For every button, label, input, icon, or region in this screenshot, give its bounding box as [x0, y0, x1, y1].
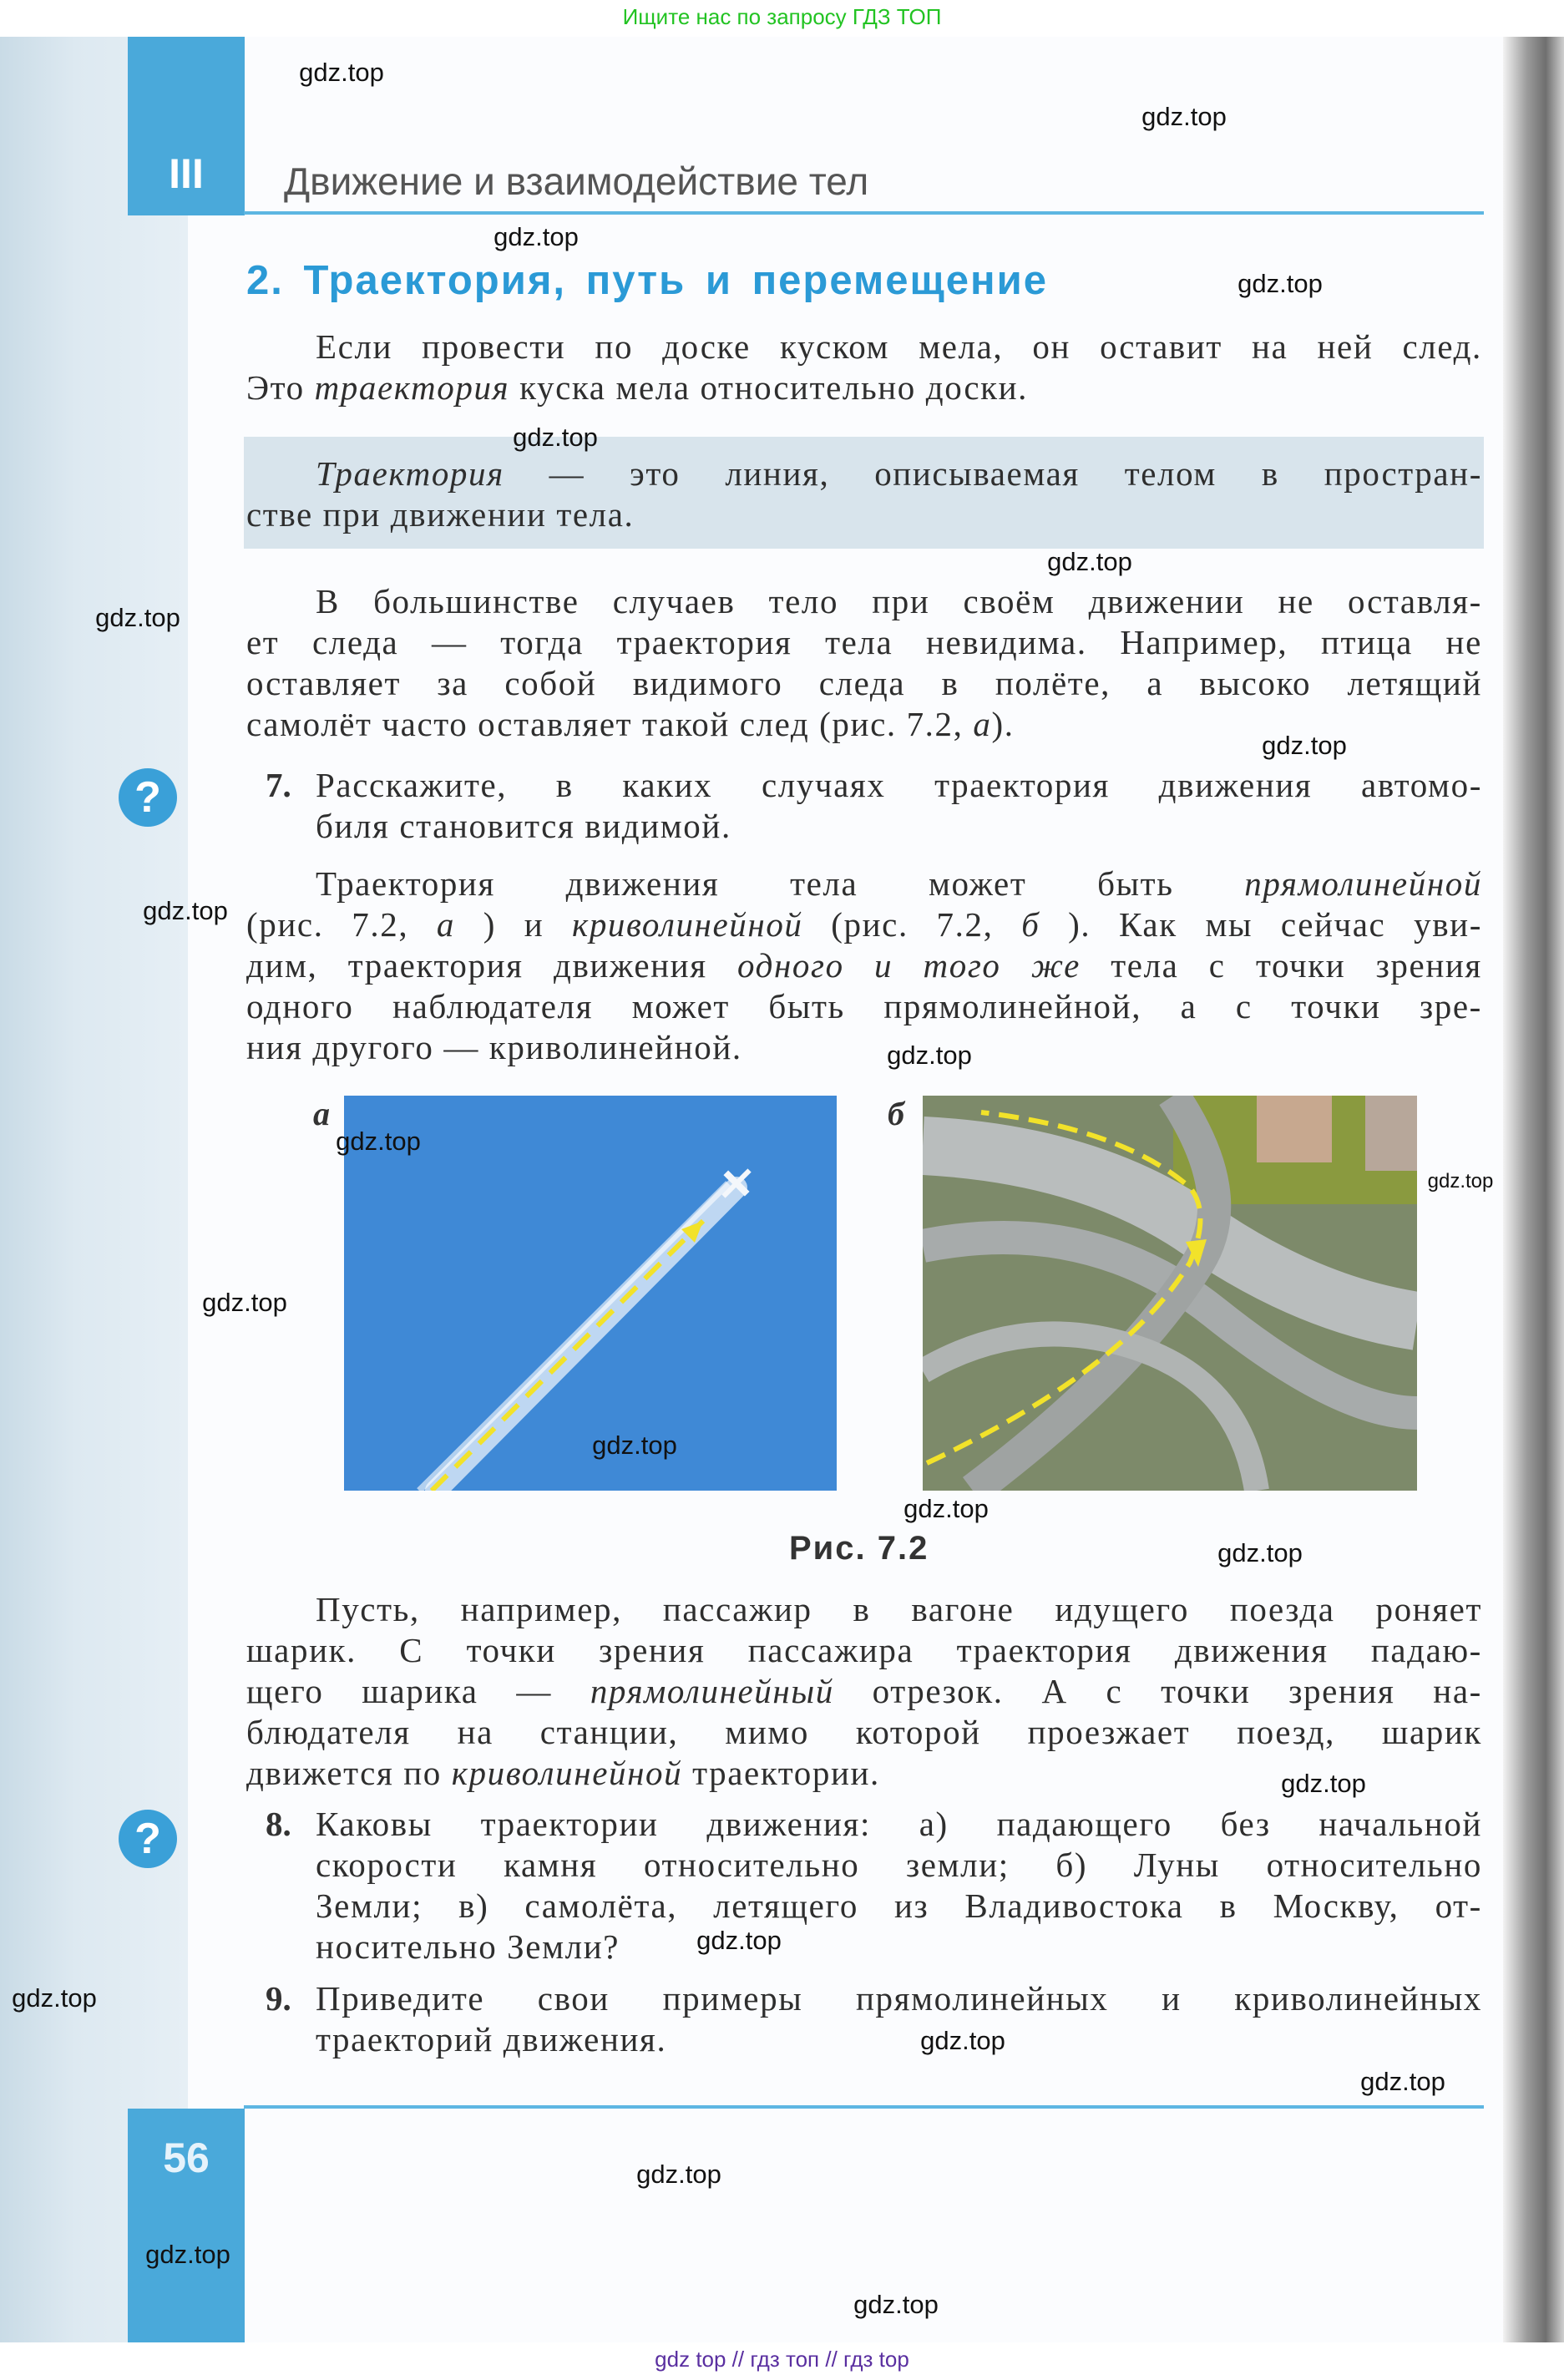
- p3-line: [316, 863, 1482, 904]
- word: зрения: [599, 1631, 706, 1669]
- word: на: [457, 1713, 493, 1751]
- word: движения: [1158, 766, 1313, 804]
- page-number: 56: [163, 2134, 210, 2181]
- word: идущего: [1055, 1590, 1189, 1628]
- text-segment: самолёт часто оставляет такой след (рис. 7.2,: [246, 705, 974, 743]
- watermark: gdz.top: [853, 2290, 939, 2319]
- page-fold-shadow: [1503, 37, 1564, 2342]
- watermark: gdz.top: [1360, 2067, 1445, 2096]
- word: камня: [504, 1846, 598, 1884]
- chapter-title: Движение и взаимодействие тел: [284, 160, 869, 203]
- word: каких: [622, 766, 713, 804]
- word: ет: [246, 623, 280, 661]
- word: прямолинейной,: [883, 987, 1142, 1025]
- header-divider: [244, 211, 1484, 215]
- word: свои: [537, 1979, 610, 2018]
- p3-line: [246, 1027, 1482, 1068]
- word: а): [919, 1805, 949, 1843]
- question-icon: ?: [119, 768, 177, 827]
- word: оставля-: [1348, 582, 1482, 620]
- word: ней: [1317, 327, 1374, 366]
- word: а: [436, 905, 456, 944]
- word: А: [1041, 1672, 1068, 1710]
- word: куском: [779, 327, 890, 366]
- word: мела,: [919, 327, 1004, 366]
- word: в: [1261, 454, 1279, 493]
- word: падающего: [996, 1805, 1172, 1843]
- watermark: gdz.top: [903, 1494, 989, 1523]
- watermark: gdz.top: [493, 222, 579, 251]
- word: траектория: [934, 766, 1111, 804]
- word: —: [516, 1672, 553, 1710]
- q7-line: [316, 806, 1482, 847]
- watermark: gdz.top: [336, 1127, 421, 1156]
- word: вагоне: [911, 1590, 1015, 1628]
- footer-divider: [244, 2105, 1484, 2109]
- word: —: [549, 454, 585, 493]
- word: от-: [1435, 1886, 1482, 1925]
- watermark: gdz.top: [636, 2160, 721, 2189]
- word: криволинейной: [572, 905, 803, 944]
- q9-line: [316, 1978, 1482, 2019]
- p4-line: [246, 1630, 1482, 1671]
- highway-interchange-photo: [923, 1096, 1417, 1491]
- word: щего: [246, 1672, 324, 1710]
- word: в): [458, 1886, 489, 1925]
- word: одного: [737, 946, 844, 985]
- text-segment: траектория: [314, 368, 510, 407]
- text-segment: ния другого — криволинейной.: [246, 1028, 742, 1066]
- word: точки: [466, 1631, 556, 1669]
- word: поезд,: [1237, 1713, 1335, 1751]
- word: скорости: [316, 1846, 458, 1884]
- word: станции,: [539, 1713, 679, 1751]
- q9-line: [316, 2019, 1482, 2060]
- word: одного: [246, 987, 354, 1025]
- word: движения: [1174, 1631, 1329, 1669]
- word: Если: [316, 327, 393, 366]
- word: движении: [1088, 582, 1245, 620]
- word: шарик: [1381, 1713, 1482, 1751]
- p3-line: [246, 986, 1482, 1027]
- top-banner[interactable]: Ищите нас по запросу ГДЗ ТОП: [0, 0, 1564, 37]
- word: может: [929, 864, 1027, 903]
- word: высоко: [1199, 664, 1312, 702]
- question-number: 7.: [266, 766, 291, 804]
- word: а: [1180, 987, 1197, 1025]
- word: шарика: [362, 1672, 478, 1710]
- word: (рис.: [246, 905, 324, 944]
- word: может: [631, 987, 730, 1025]
- word: без: [1220, 1805, 1271, 1843]
- word: б): [1055, 1846, 1088, 1884]
- word: с: [1235, 987, 1253, 1025]
- word: того: [923, 946, 1001, 985]
- text-segment: ).: [991, 705, 1015, 743]
- chapter-number: III: [169, 150, 204, 197]
- word: Луны: [1133, 1846, 1220, 1884]
- word: случаев: [612, 582, 736, 620]
- word: точки: [1291, 987, 1381, 1025]
- word: дим,: [246, 946, 318, 985]
- word: уви-: [1414, 905, 1482, 944]
- word: роняет: [1375, 1590, 1482, 1628]
- word: тела: [1111, 946, 1179, 985]
- word: —: [431, 623, 468, 661]
- word: следа: [311, 623, 399, 661]
- word: наблюдателя: [392, 987, 594, 1025]
- watermark: gdz.top: [143, 896, 228, 925]
- watermark: gdz.top: [1427, 1170, 1494, 1193]
- word: не: [1278, 582, 1314, 620]
- word: быть: [768, 987, 845, 1025]
- word: б: [1021, 905, 1040, 944]
- word: летящий: [1347, 664, 1482, 702]
- watermark: gdz.top: [887, 1041, 972, 1070]
- word: по: [595, 327, 634, 366]
- watermark: gdz.top: [299, 58, 384, 87]
- p2-line: [246, 622, 1482, 663]
- word: тела: [825, 623, 893, 661]
- word: случаях: [761, 766, 886, 804]
- word: на-: [1433, 1672, 1482, 1710]
- figure-caption: Рис. 7.2: [789, 1530, 929, 1567]
- text-segment: а: [973, 705, 992, 743]
- word: невидима.: [925, 623, 1087, 661]
- watermark: gdz.top: [145, 2240, 230, 2269]
- word: прямолинейный: [590, 1672, 834, 1710]
- word: за: [437, 664, 468, 702]
- word: которой: [855, 1713, 981, 1751]
- chapter-tab: [128, 37, 245, 215]
- word: при: [872, 582, 930, 620]
- word: мимо: [725, 1713, 810, 1751]
- watermark: gdz.top: [1047, 547, 1132, 576]
- word: точки: [1161, 1672, 1251, 1710]
- section-title: 2. Траектория, путь и перемещение: [246, 258, 1049, 303]
- word: следа: [818, 664, 906, 702]
- word: автомо-: [1361, 766, 1482, 804]
- word: тело: [768, 582, 839, 620]
- p1-line: [246, 367, 1482, 408]
- word: видимого: [632, 664, 783, 702]
- word: Пусть,: [316, 1590, 420, 1628]
- word: Москву,: [1273, 1886, 1400, 1925]
- word: провести: [422, 327, 566, 366]
- text-segment: Это: [246, 368, 315, 407]
- word: в: [853, 1590, 871, 1628]
- word: (рис.: [831, 905, 909, 944]
- word: ).: [1068, 905, 1091, 944]
- def-line: [246, 494, 1482, 535]
- word: тела: [790, 864, 858, 903]
- word: он: [1032, 327, 1071, 366]
- word: прямолинейных: [855, 1979, 1109, 2018]
- word: след.: [1402, 327, 1482, 366]
- word: шарик.: [246, 1631, 357, 1669]
- q8-line: [316, 1886, 1482, 1927]
- word: же: [1030, 946, 1081, 985]
- word: Каковы: [316, 1805, 433, 1843]
- word: 7.2,: [352, 905, 409, 944]
- bottom-banner[interactable]: gdz top // гдз топ // гдз top: [0, 2342, 1564, 2380]
- word: ): [483, 905, 497, 944]
- word: движения: [554, 946, 707, 985]
- word: своём: [963, 582, 1055, 620]
- word: зрения: [1375, 946, 1482, 985]
- word: Приведите: [316, 1979, 485, 2018]
- text-segment: биля становится видимой.: [316, 807, 731, 845]
- word: пассажир: [662, 1590, 812, 1628]
- p4-line: [316, 1589, 1482, 1630]
- word: мы: [1205, 905, 1253, 944]
- figure-label-a: а: [313, 1095, 330, 1132]
- word: и: [524, 905, 544, 944]
- word: летящего: [713, 1886, 858, 1925]
- word: например,: [460, 1590, 622, 1628]
- p3-line: [246, 904, 1482, 945]
- text-segment: носительно Земли?: [316, 1927, 620, 1966]
- word: тогда: [500, 623, 584, 661]
- word: с: [1106, 1672, 1123, 1710]
- word: начальной: [1319, 1805, 1482, 1843]
- watermark: gdz.top: [1281, 1769, 1366, 1798]
- word: и: [874, 946, 893, 985]
- text-segment: траектории.: [682, 1754, 880, 1792]
- word: блюдателя: [246, 1713, 411, 1751]
- q7-line: [316, 765, 1482, 806]
- word: В: [316, 582, 340, 620]
- word: линия,: [725, 454, 830, 493]
- word: телом: [1124, 454, 1217, 493]
- watermark: gdz.top: [1141, 102, 1227, 131]
- question-number: 9.: [266, 1979, 291, 2018]
- word: криволинейных: [1234, 1979, 1482, 2018]
- word: отрезок.: [872, 1672, 1004, 1710]
- word: Траектория: [316, 454, 504, 493]
- word: 7.2,: [936, 905, 994, 944]
- word: из: [893, 1886, 929, 1925]
- watermark: gdz.top: [1238, 269, 1323, 298]
- word: Земли;: [316, 1886, 423, 1925]
- word: С: [399, 1631, 424, 1669]
- p2-line: [246, 663, 1482, 704]
- word: полёте,: [995, 664, 1111, 702]
- word: траектории: [480, 1805, 659, 1843]
- watermark: gdz.top: [1262, 731, 1347, 760]
- word: падаю-: [1370, 1631, 1482, 1669]
- word: зре-: [1419, 987, 1482, 1025]
- text-segment: криволинейной: [451, 1754, 683, 1792]
- word: относительно: [1266, 1846, 1482, 1884]
- word: быть: [1097, 864, 1174, 903]
- word: с: [1208, 946, 1226, 985]
- word: проезжает: [1027, 1713, 1191, 1751]
- watermark: gdz.top: [95, 603, 180, 632]
- p1-line: [316, 327, 1482, 367]
- word: траектория: [616, 623, 792, 661]
- word: в: [941, 664, 959, 702]
- word: самолёта,: [524, 1886, 678, 1925]
- figure-label-b: б: [888, 1095, 904, 1132]
- word: сейчас: [1280, 905, 1386, 944]
- word: в: [555, 766, 574, 804]
- word: это: [630, 454, 681, 493]
- word: прямолинейной: [1244, 864, 1482, 903]
- word: собой: [504, 664, 597, 702]
- watermark: gdz.top: [513, 423, 598, 452]
- p2-line: [316, 581, 1482, 622]
- word: простран-: [1324, 454, 1482, 493]
- word: большинстве: [373, 582, 580, 620]
- word: оставит: [1100, 327, 1222, 366]
- word: движения: [565, 864, 720, 903]
- word: Владивостока: [964, 1886, 1184, 1925]
- watermark: gdz.top: [592, 1431, 677, 1460]
- p4-line: [246, 1712, 1482, 1753]
- word: примеры: [662, 1979, 803, 2018]
- word: земли;: [906, 1846, 1010, 1884]
- word: Например,: [1120, 623, 1288, 661]
- question-icon: ?: [119, 1810, 177, 1868]
- watermark: gdz.top: [202, 1288, 287, 1317]
- word: Расскажите,: [316, 766, 508, 804]
- word: и: [1162, 1979, 1182, 2018]
- word: в: [1219, 1886, 1238, 1925]
- word: поезда: [1229, 1590, 1335, 1628]
- text-segment: траекторий движения.: [316, 2020, 667, 2058]
- word: зрения: [1288, 1672, 1395, 1710]
- q8-line: [316, 1927, 1482, 1967]
- page-number-tab: [128, 2109, 245, 2342]
- q8-line: [316, 1845, 1482, 1886]
- text-segment: стве при движении тела.: [246, 495, 635, 534]
- p4-line: [246, 1671, 1482, 1712]
- word: а: [1146, 664, 1164, 702]
- text-segment: движется по: [246, 1754, 452, 1792]
- watermark: gdz.top: [12, 1983, 97, 2013]
- word: не: [1445, 623, 1482, 661]
- word: Как: [1119, 905, 1177, 944]
- def-line: [316, 453, 1482, 494]
- word: траектория: [956, 1631, 1132, 1669]
- word: точки: [1255, 946, 1346, 985]
- word: на: [1252, 327, 1288, 366]
- watermark: gdz.top: [696, 1926, 782, 1955]
- watermark: gdz.top: [1217, 1538, 1303, 1567]
- watermark: gdz.top: [920, 2026, 1005, 2055]
- word: траектория: [347, 946, 524, 985]
- word: движения:: [706, 1805, 871, 1843]
- word: птица: [1320, 623, 1413, 661]
- q8-line: [316, 1804, 1482, 1845]
- word: пассажира: [747, 1631, 914, 1669]
- question-number: 8.: [266, 1805, 291, 1843]
- word: описываемая: [874, 454, 1080, 493]
- word: оставляет: [246, 664, 401, 702]
- word: Траектория: [316, 864, 495, 903]
- p3-line: [246, 945, 1482, 986]
- text-segment: куска мела относительно доски.: [509, 368, 1029, 407]
- word: доске: [662, 327, 751, 366]
- word: относительно: [643, 1846, 860, 1884]
